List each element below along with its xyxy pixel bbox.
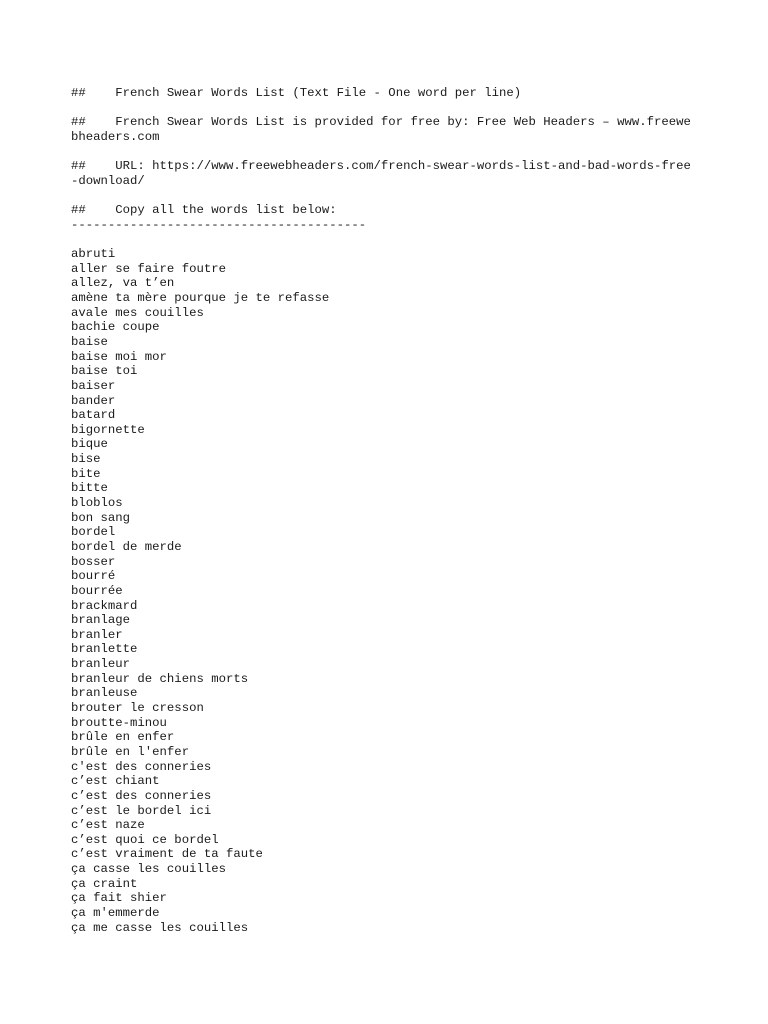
word-list-item: bourrée bbox=[71, 583, 123, 598]
word-list-item: c’est vraiment de ta faute bbox=[71, 847, 263, 862]
word-list-item: branlage bbox=[71, 613, 131, 628]
url-line: ## URL: https://www.freewebheaders.com/french-swear-words-list-and-bad-words-free-download/ bbox=[71, 159, 691, 188]
word-list-item: branleur bbox=[71, 657, 131, 672]
document-header bbox=[71, 86, 691, 247]
document-page bbox=[71, 86, 691, 935]
word-list-item: bander bbox=[71, 393, 116, 408]
word-list-item: c’est chiant bbox=[71, 774, 160, 789]
word-list-item: bloblos bbox=[71, 496, 123, 511]
word-list-item: bachie coupe bbox=[71, 320, 160, 335]
blank-line bbox=[71, 233, 691, 248]
word-list-item: brûle en enfer bbox=[71, 730, 175, 745]
word-list-item: branleur de chiens morts bbox=[71, 671, 249, 686]
word-list-item: c’est naze bbox=[71, 818, 145, 833]
word-list-item: c’est des conneries bbox=[71, 788, 212, 803]
word-list bbox=[71, 247, 691, 935]
blank-line bbox=[71, 101, 691, 116]
word-list-item: branler bbox=[71, 627, 123, 642]
word-list-item: avale mes couilles bbox=[71, 305, 204, 320]
word-list-item: aller se faire foutre bbox=[71, 261, 226, 276]
word-list-item: c'est des conneries bbox=[71, 759, 212, 774]
word-list-item: bitte bbox=[71, 481, 108, 496]
word-list-item: bordel de merde bbox=[71, 539, 182, 554]
copy-instruction-line: ## Copy all the words list below: bbox=[71, 203, 337, 218]
word-list-item: baise moi mor bbox=[71, 349, 167, 364]
word-list-item: bite bbox=[71, 466, 101, 481]
word-list-item: branlette bbox=[71, 642, 138, 657]
word-list-item: brouter le cresson bbox=[71, 701, 204, 716]
word-list-item: allez, va t’en bbox=[71, 276, 175, 291]
word-list-item: c’est quoi ce bordel bbox=[71, 832, 219, 847]
blank-line bbox=[71, 145, 691, 160]
blank-line bbox=[71, 189, 691, 204]
word-list-item: brackmard bbox=[71, 598, 138, 613]
word-list-item: baise bbox=[71, 335, 108, 349]
word-list-item: baiser bbox=[71, 378, 116, 393]
word-list-item: bigornette bbox=[71, 422, 145, 437]
divider-line: ---------------------------------------- bbox=[71, 217, 367, 232]
word-list-item: broutte-minou bbox=[71, 715, 167, 730]
word-list-item: batard bbox=[71, 408, 116, 423]
word-list-item: c’est le bordel ici bbox=[71, 803, 212, 818]
word-list-item: ça m'emmerde bbox=[71, 905, 160, 920]
word-list-item: ça casse les couilles bbox=[71, 862, 226, 877]
word-list-item: branleuse bbox=[71, 686, 138, 701]
word-list-item: baise toi bbox=[71, 364, 138, 379]
word-list-item: abruti bbox=[71, 247, 116, 262]
word-list-item: bordel bbox=[71, 525, 116, 540]
word-list-item: brûle en l'enfer bbox=[71, 744, 190, 759]
word-list-item: bosser bbox=[71, 554, 116, 569]
word-list-item: bique bbox=[71, 437, 108, 452]
word-list-item: ça me casse les couilles bbox=[71, 920, 249, 935]
provider-line: ## French Swear Words List is provided for free by: Free Web Headers – www.freewebheaders.com bbox=[71, 115, 691, 144]
word-list-item: bise bbox=[71, 452, 101, 467]
word-list-item: ça craint bbox=[71, 876, 138, 891]
title-line: ## French Swear Words List (Text File - One word per line) bbox=[71, 86, 522, 100]
word-list-item: bon sang bbox=[71, 510, 131, 525]
word-list-item: bourré bbox=[71, 569, 116, 584]
word-list-item: ça fait shier bbox=[71, 891, 167, 906]
word-list-item: amène ta mère pourque je te refasse bbox=[71, 291, 330, 306]
